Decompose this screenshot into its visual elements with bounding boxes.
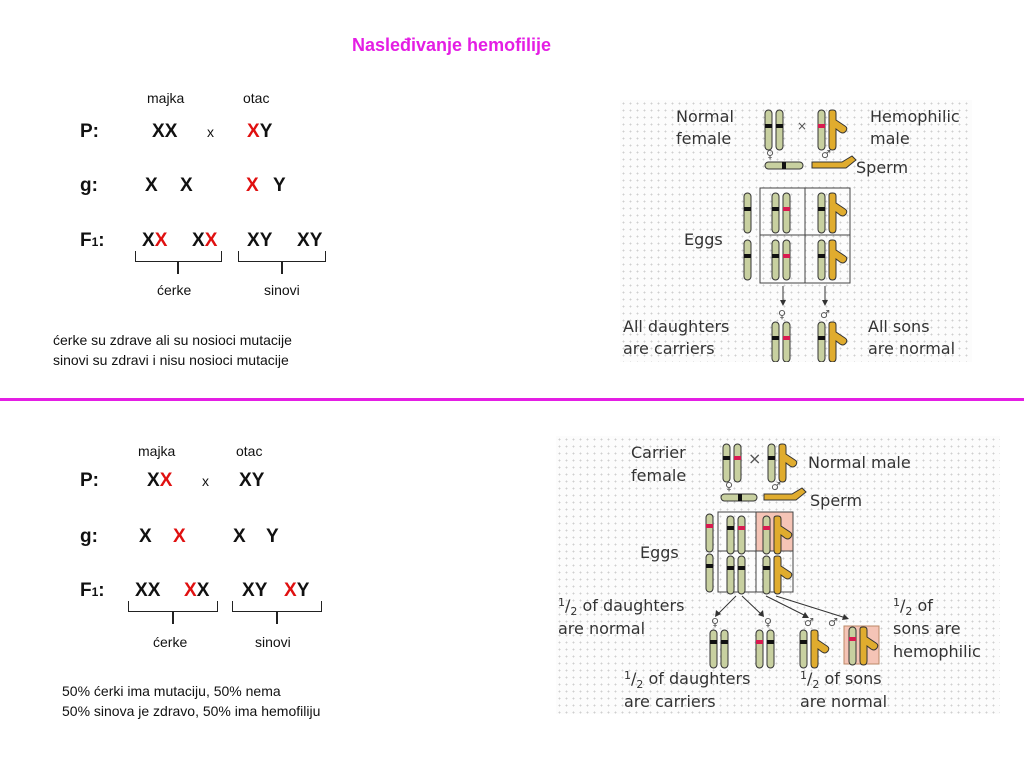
male-symbol-icon: ♂ <box>821 148 831 161</box>
offspring-normal-son <box>800 630 829 668</box>
section-divider <box>0 398 1024 401</box>
daughters-normal-label: $^1/_2$ of daughters <box>558 596 685 618</box>
daughters-bracket-2 <box>128 601 218 612</box>
svg-text:♂: ♂ <box>828 616 838 629</box>
male-chromosome-pair <box>818 110 847 150</box>
p-label-2: P: <box>80 470 99 491</box>
offspring-carrier-daughter <box>756 630 774 668</box>
normal-male-chromosomes <box>768 444 797 482</box>
f1-label: F1: <box>80 230 105 251</box>
f1-son-2: XY <box>297 230 323 251</box>
sons-bracket-stem-2 <box>276 612 278 624</box>
hemophilic-male-label: Hemophilic <box>870 107 960 126</box>
p-mother-genotype: XX <box>152 121 178 142</box>
offspring-normal-daughter <box>710 630 728 668</box>
sons-label-2: sinovi <box>255 634 291 650</box>
svg-text:are carriers: are carriers <box>624 692 716 711</box>
gamete-father-x: X <box>246 175 259 196</box>
gamete-father-y-2: Y <box>266 526 279 547</box>
normal-male-label: Normal male <box>808 453 911 472</box>
p-label: P: <box>80 121 99 142</box>
svg-text:♀: ♀ <box>725 480 734 493</box>
bottom-genetics-figure <box>556 436 1000 714</box>
svg-text:♀: ♀ <box>778 308 787 321</box>
bottom-note: 50% ćerki ima mutaciju, 50% nema 50% sinova je zdravo, 50% ima hemofiliju <box>62 683 321 719</box>
daughters-label: ćerke <box>157 282 192 298</box>
f1-daughter-1: XX <box>142 230 168 251</box>
svg-text:♂: ♂ <box>771 480 781 493</box>
f1-daughter-2-2: XX <box>184 580 210 601</box>
sons-bracket-stem <box>281 262 283 274</box>
sons-label: sinovi <box>264 282 300 298</box>
f1-daughter-2: XX <box>192 230 218 251</box>
daughters-carriers-label: $^1/_2$ of daughters <box>624 669 751 691</box>
svg-text:are normal: are normal <box>868 339 956 358</box>
cross-symbol-2: x <box>202 473 209 489</box>
p-mother-genotype-2: XX <box>147 470 173 491</box>
sperm-label: Sperm <box>856 158 909 177</box>
daughters-bracket <box>135 251 222 262</box>
gamete-father-y: Y <box>273 175 286 196</box>
page-title: Nasleđivanje hemofilije <box>352 35 552 55</box>
svg-text:♀: ♀ <box>711 616 720 629</box>
sons-bracket <box>238 251 326 262</box>
svg-text:female: female <box>676 129 732 148</box>
sons-bracket-2 <box>232 601 322 612</box>
f1-son-2-2: XY <box>284 580 310 601</box>
daughters-result-label: All daughters <box>623 317 730 336</box>
gamete-mother-2: X <box>180 175 193 196</box>
sons-normal-label: $^1/_2$ of sons <box>800 669 882 691</box>
eggs-label-2: Eggs <box>640 543 679 562</box>
carrier-female-label: Carrier <box>631 443 686 462</box>
svg-text:female: female <box>631 466 687 485</box>
eggs-label: Eggs <box>684 230 723 249</box>
gamete-mother-1: X <box>145 175 158 196</box>
gamete-father-x-2: X <box>233 526 246 547</box>
carrier-female-chromosomes <box>723 444 741 482</box>
svg-text:♂: ♂ <box>804 616 814 629</box>
g-label-2: g: <box>80 526 98 547</box>
svg-text:are normal: are normal <box>800 692 888 711</box>
mother-label-2: majka <box>138 443 176 459</box>
top-note: ćerke su zdrave ali su nosioci mutacije sinovi su zdravi i nisu nosioci mutacije <box>53 332 292 368</box>
sons-hemophilic-label: $^1/_2$ of <box>893 596 933 618</box>
son-offspring <box>818 322 847 362</box>
p-father-genotype-2: XY <box>239 470 265 491</box>
gamete-mother-1-2: X <box>139 526 152 547</box>
sperm-label-2: Sperm <box>810 491 863 510</box>
female-chromosome-pair <box>765 110 783 150</box>
svg-text:are normal: are normal <box>558 619 646 638</box>
gamete-mother-2-2: X <box>173 526 186 547</box>
sperm-y-horizontal <box>812 156 856 168</box>
mother-label: majka <box>147 90 185 106</box>
cross-icon-2: × <box>748 449 762 468</box>
daughters-label-2: ćerke <box>153 634 188 650</box>
f1-daughter-1-2: XX <box>135 580 161 601</box>
g-label: g: <box>80 175 98 196</box>
father-label-2: otac <box>236 443 263 459</box>
normal-female-label: Normal <box>676 107 734 126</box>
father-label: otac <box>243 90 270 106</box>
f1-label-2: F1: <box>80 580 105 601</box>
daughter-offspring <box>772 322 790 362</box>
svg-text:sons are: sons are <box>893 619 961 638</box>
female-symbol-icon: ♀ <box>766 148 775 161</box>
p-father-genotype: XY <box>247 121 273 142</box>
svg-text:male: male <box>870 129 910 148</box>
svg-text:♂: ♂ <box>820 308 830 321</box>
cross-symbol: x <box>207 124 214 140</box>
svg-text:♀: ♀ <box>764 616 773 629</box>
svg-text:are carriers: are carriers <box>623 339 715 358</box>
sons-result-label: All sons <box>868 317 930 336</box>
daughters-bracket-stem <box>177 262 179 274</box>
svg-text:hemophilic: hemophilic <box>893 642 981 661</box>
f1-son-1-2: XY <box>242 580 268 601</box>
daughters-bracket-stem-2 <box>172 612 174 624</box>
top-genetics-figure <box>620 100 972 362</box>
cross-icon: × <box>797 119 808 133</box>
f1-son-1: XY <box>247 230 273 251</box>
